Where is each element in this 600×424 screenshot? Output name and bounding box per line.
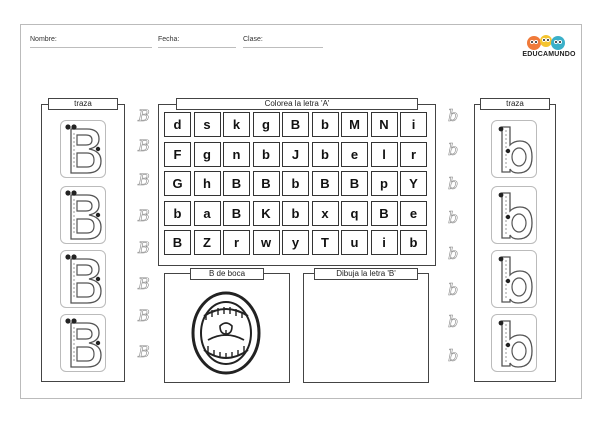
grid-cell[interactable]: n: [223, 142, 250, 167]
grid-cell[interactable]: w: [253, 230, 280, 255]
grid-cell[interactable]: x: [312, 201, 339, 226]
grid-cell[interactable]: b: [164, 201, 191, 226]
grid-cell[interactable]: g: [253, 112, 280, 137]
mouth-panel-title: B de boca: [190, 268, 264, 280]
grid-cell[interactable]: b: [312, 142, 339, 167]
color-panel-title: Colorea la letra 'A': [176, 98, 418, 110]
grid-cell[interactable]: J: [282, 142, 309, 167]
letter-grid: [164, 112, 431, 262]
educamundo-logo: [522, 31, 574, 63]
grid-cell[interactable]: y: [282, 230, 309, 255]
right-trace-title: traza: [480, 98, 550, 110]
ghost-letter: b: [448, 174, 459, 193]
trace-card[interactable]: [491, 314, 537, 372]
grid-cell[interactable]: a: [194, 201, 221, 226]
trace-card[interactable]: [491, 120, 537, 178]
grid-cell[interactable]: Z: [194, 230, 221, 255]
ghost-letter: b: [448, 280, 459, 299]
grid-cell[interactable]: e: [341, 142, 368, 167]
grid-cell[interactable]: N: [371, 112, 398, 137]
grid-cell[interactable]: h: [194, 171, 221, 196]
name-label: Nombre:: [30, 36, 57, 43]
ghost-letter: b: [448, 106, 459, 125]
trace-card[interactable]: [60, 120, 106, 178]
ghost-letter: b: [448, 140, 459, 159]
grid-cell[interactable]: F: [164, 142, 191, 167]
grid-cell[interactable]: B: [253, 171, 280, 196]
grid-cell[interactable]: r: [400, 142, 427, 167]
class-label: Clase:: [243, 36, 263, 43]
grid-cell[interactable]: b: [312, 112, 339, 137]
grid-cell[interactable]: q: [341, 201, 368, 226]
grid-cell[interactable]: b: [253, 142, 280, 167]
ghost-letter: B: [138, 136, 150, 155]
grid-cell[interactable]: B: [223, 171, 250, 196]
grid-cell[interactable]: Y: [400, 171, 427, 196]
grid-cell[interactable]: B: [341, 171, 368, 196]
draw-panel[interactable]: [303, 273, 429, 383]
ghost-letter: b: [448, 208, 459, 227]
mouth-illustration: [190, 290, 262, 376]
left-trace-title: traza: [48, 98, 118, 110]
grid-cell[interactable]: B: [371, 201, 398, 226]
ghost-letter: B: [138, 306, 150, 325]
grid-cell[interactable]: B: [164, 230, 191, 255]
trace-card[interactable]: [60, 186, 106, 244]
grid-cell[interactable]: B: [223, 201, 250, 226]
grid-cell[interactable]: s: [194, 112, 221, 137]
grid-cell[interactable]: l: [371, 142, 398, 167]
grid-cell[interactable]: b: [400, 230, 427, 255]
grid-cell[interactable]: d: [164, 112, 191, 137]
grid-cell[interactable]: T: [312, 230, 339, 255]
grid-cell[interactable]: b: [282, 201, 309, 226]
grid-cell[interactable]: M: [341, 112, 368, 137]
ghost-letter: b: [448, 346, 459, 365]
grid-cell[interactable]: b: [282, 171, 309, 196]
grid-cell[interactable]: g: [194, 142, 221, 167]
trace-card[interactable]: [491, 186, 537, 244]
trace-card[interactable]: [491, 250, 537, 308]
grid-cell[interactable]: i: [371, 230, 398, 255]
trace-card[interactable]: [60, 250, 106, 308]
grid-cell[interactable]: G: [164, 171, 191, 196]
trace-card[interactable]: [60, 314, 106, 372]
grid-cell[interactable]: p: [371, 171, 398, 196]
ghost-letter: b: [448, 312, 459, 331]
grid-cell[interactable]: e: [400, 201, 427, 226]
grid-cell[interactable]: K: [253, 201, 280, 226]
date-field[interactable]: [158, 47, 236, 48]
date-label: Fecha:: [158, 36, 180, 43]
grid-cell[interactable]: B: [282, 112, 309, 137]
ghost-letter: B: [138, 106, 150, 125]
ghost-letter: b: [448, 244, 459, 263]
grid-cell[interactable]: k: [223, 112, 250, 137]
class-field[interactable]: [243, 47, 323, 48]
ghost-letter: B: [138, 342, 150, 361]
logo-text: EDUCAMUNDO: [522, 51, 576, 58]
ghost-letter: B: [138, 170, 150, 189]
name-field[interactable]: [30, 47, 152, 48]
ghost-letter: B: [138, 206, 150, 225]
ghost-letter: B: [138, 238, 150, 257]
draw-panel-title: Dibuja la letra 'B': [314, 268, 418, 280]
grid-cell[interactable]: r: [223, 230, 250, 255]
grid-cell[interactable]: u: [341, 230, 368, 255]
ghost-letter: B: [138, 274, 150, 293]
grid-cell[interactable]: B: [312, 171, 339, 196]
grid-cell[interactable]: i: [400, 112, 427, 137]
